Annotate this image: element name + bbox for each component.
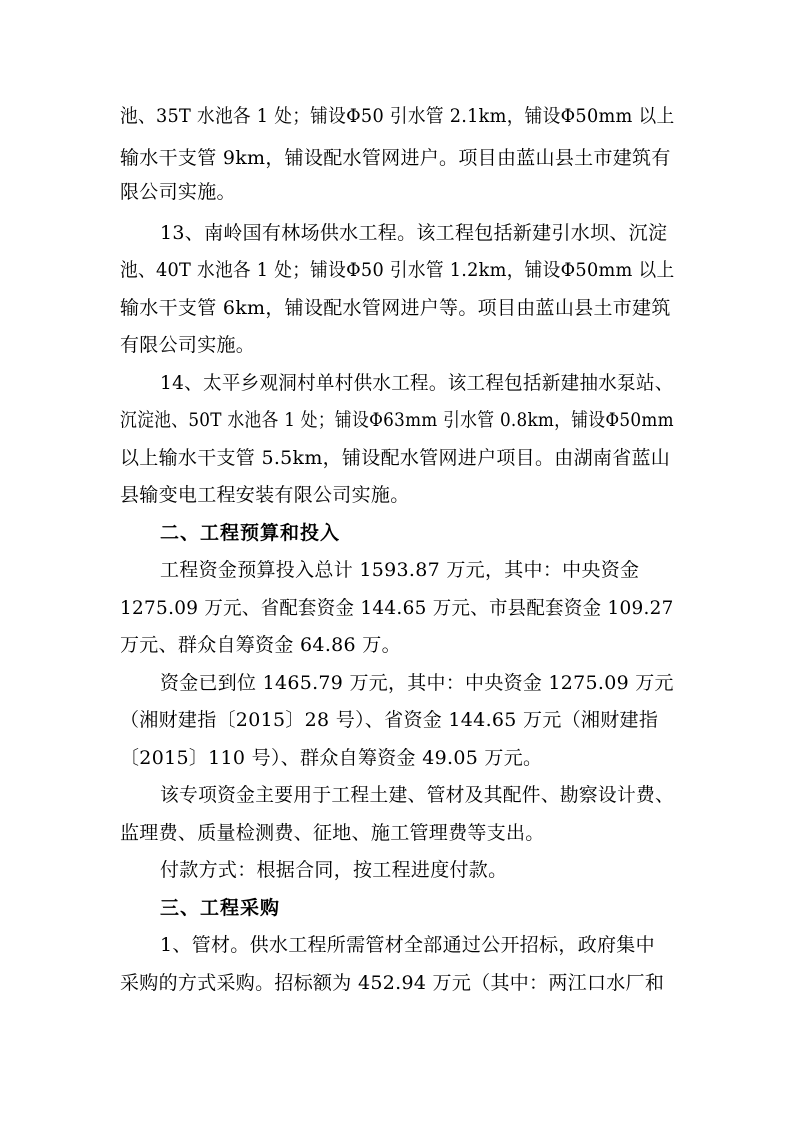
text-line: 〔2015〕110 号）、群众自筹资金 49.05 万元。 [120,747,543,769]
text-line: 14、太平乡观洞村单村供水工程。该工程包括新建抽水泵站、 [160,372,674,394]
text-line: 监理费、质量检测费、征地、施工管理费等支出。 [120,822,545,844]
text-line: 有限公司实施。 [120,334,256,356]
text-line: 万元、群众自筹资金 64.86 万。 [120,634,401,656]
section-heading: 三、工程采购 [160,897,281,919]
text-line: 县输变电工程安装有限公司实施。 [120,484,410,506]
text-line: 付款方式：根据合同，按工程进度付款。 [160,859,508,881]
text-line: 13、南岭国有林场供水工程。该工程包括新建引水坝、沉淀 [160,222,668,244]
text-line: 工程资金预算投入总计 1593.87 万元，其中：中央资金 [160,559,640,581]
text-line: 资金已到位 1465.79 万元，其中：中央资金 1275.09 万元 [160,672,674,694]
text-line: 该专项资金主要用于工程土建、管材及其配件、勘察设计费、 [160,784,675,806]
text-line: 输水干支管 6km，铺设配水管网进户等。项目由蓝山县土市建筑 [120,297,671,319]
text-line: 以上输水干支管 5.5km，铺设配水管网进户项目。由湖南省蓝山 [120,447,671,469]
text-line: 池、35T 水池各 1 处；铺设Φ50 引水管 2.1km，铺设Φ50mm 以上 [120,105,675,127]
text-line: （湘财建指〔2015〕28 号）、省资金 144.65 万元（湘财建指 [120,709,659,731]
section-heading: 二、工程预算和投入 [160,522,341,544]
text-line: 池、40T 水池各 1 处；铺设Φ50 引水管 1.2km，铺设Φ50mm 以上 [120,259,675,281]
text-line: 限公司实施。 [120,181,236,203]
text-line: 1、管材。供水工程所需管材全部通过公开招标，政府集中 [160,934,655,956]
text-line: 采购的方式采购。招标额为 452.94 万元（其中：两江口水厂和 [120,972,665,994]
text-line: 沉淀池、50T 水池各 1 处；铺设Φ63mm 引水管 0.8km，铺设Φ50mm [120,409,674,431]
text-line: 1275.09 万元、省配套资金 144.65 万元、市县配套资金 109.27 [120,597,674,619]
text-line: 输水干支管 9km，铺设配水管网进户。项目由蓝山县土市建筑有 [120,147,671,169]
